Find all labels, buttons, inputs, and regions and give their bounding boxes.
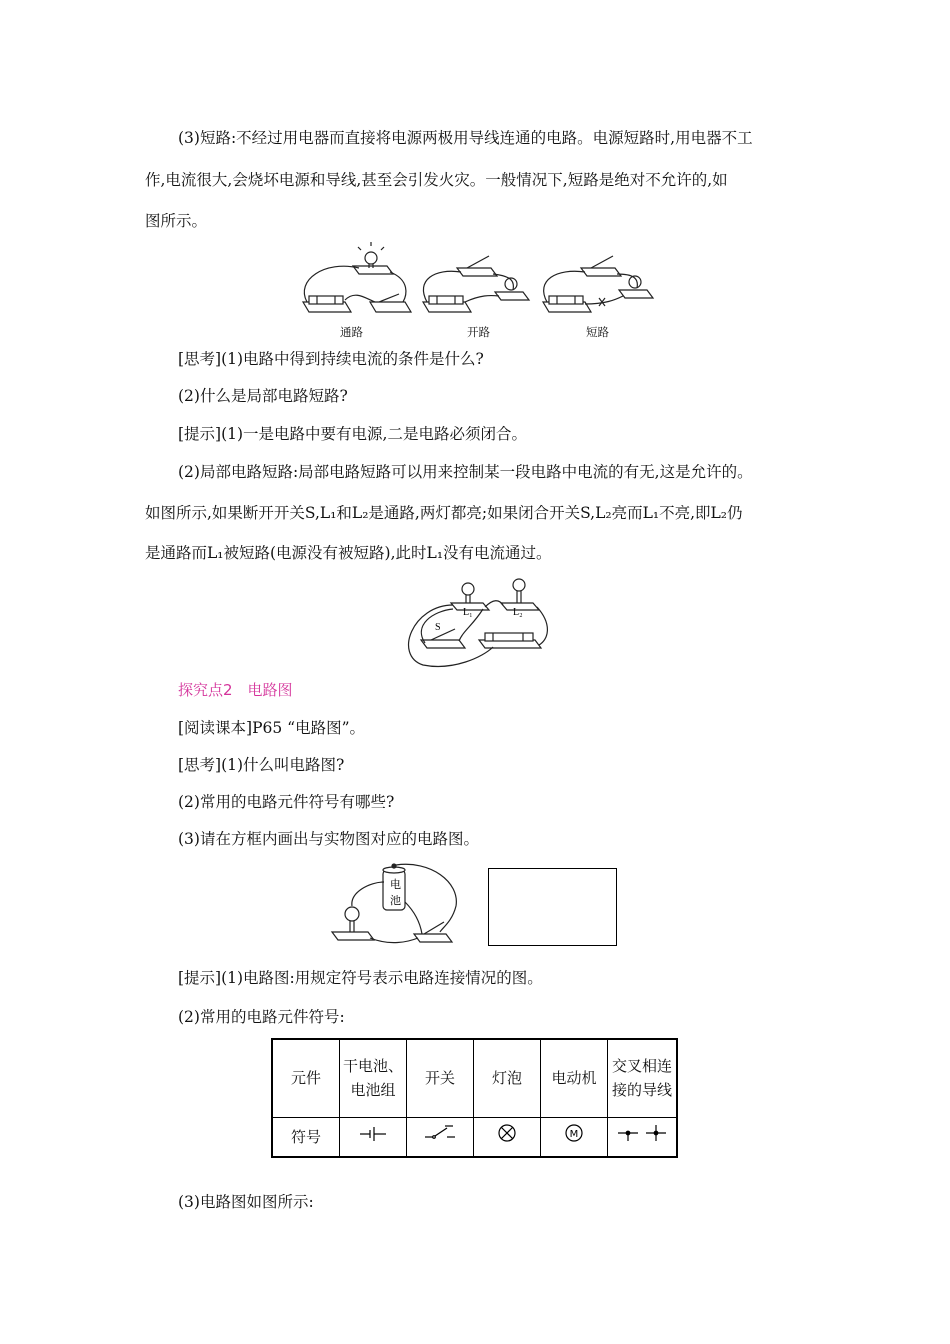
table-row-symbols (272, 1117, 677, 1157)
lamp-symbol-icon (497, 1123, 517, 1143)
open-circuit-diagram (423, 256, 529, 312)
label-s: S (435, 622, 441, 633)
hint-answer-2-line3: 是通路而L₁被短路(电源没有被短路),此时L₁没有电流通过。 (145, 544, 552, 562)
caption-short: 短路 (586, 325, 609, 339)
cell-motor: 电动机 (541, 1039, 608, 1117)
section2-question-3: (3)请在方框内画出与实物图对应的电路图。 (178, 830, 479, 848)
hint-answer-2-line1: (2)局部电路短路:局部电路短路可以用来控制某一段电路中电流的有无,这是允许的。 (178, 463, 753, 481)
figure-partial-short (403, 575, 553, 670)
think-question-1: [思考](1)电路中得到持续电流的条件是什么? (178, 350, 484, 368)
hint-answer-1: [提示](1)一是电路中要有电源,二是电路必须闭合。 (178, 425, 527, 443)
hint2-answer-1: [提示](1)电路图:用规定符号表示电路连接情况的图。 (178, 969, 543, 987)
battery-label-1: 电 (390, 878, 401, 891)
lamp-symbol-cell (474, 1117, 541, 1157)
caption-open: 开路 (467, 325, 490, 339)
cell-lamp: 灯泡 (474, 1039, 541, 1117)
paragraph-short-circuit-line3: 图所示。 (145, 212, 208, 230)
final-line: (3)电路图如图所示: (178, 1193, 314, 1211)
junction-symbol-cell (608, 1117, 678, 1157)
motor-symbol-icon (564, 1123, 584, 1143)
read-textbook: [阅读课本]P65 “电路图”。 (178, 719, 366, 737)
cell-junction: 交叉相连 接的导线 (608, 1039, 678, 1117)
junction-symbol-icon (616, 1124, 668, 1142)
symbol-table (271, 1038, 678, 1158)
battery-symbol-icon (358, 1126, 388, 1142)
think-question-2: (2)什么是局部电路短路? (178, 387, 348, 405)
figure-physical-circuit (330, 862, 460, 952)
svg-text:M: M (569, 1129, 579, 1141)
section2-question-2: (2)常用的电路元件符号有哪些? (178, 793, 395, 811)
hint-answer-2-line2: 如图所示,如果断开开关S,L₁和L₂是通路,两灯都亮;如果闭合开关S,L₂亮而L₁不亮,即L₂仍 (145, 504, 743, 522)
label-l2: L₂ (513, 607, 523, 618)
closed-circuit-diagram (303, 242, 411, 312)
table-row-components (272, 1039, 677, 1117)
drawing-box[interactable] (488, 868, 617, 946)
battery-label-2: 池 (390, 894, 401, 907)
section-heading: 探究点2 电路图 (178, 681, 293, 699)
row-header-component: 元件 (272, 1039, 340, 1117)
paragraph-short-circuit-line1: (3)短路:不经过用电器而直接将电源两极用导线连通的电路。电源短路时,用电器不工 (178, 129, 753, 147)
switch-symbol-cell (407, 1117, 474, 1157)
short-circuit-diagram (543, 256, 653, 312)
section2-question-1: [思考](1)什么叫电路图? (178, 756, 345, 774)
row-header-symbol: 符号 (272, 1117, 340, 1157)
cell-battery: 干电池、 电池组 (340, 1039, 407, 1117)
label-l1: L₁ (463, 607, 473, 618)
switch-symbol-icon (423, 1124, 457, 1142)
paragraph-short-circuit-line2: 作,电流很大,会烧坏电源和导线,甚至会引发火灾。一般情况下,短路是绝对不允许的,如 (145, 171, 728, 189)
motor-symbol-cell (541, 1117, 608, 1157)
cell-switch: 开关 (407, 1039, 474, 1117)
hint2-answer-2: (2)常用的电路元件符号: (178, 1008, 345, 1026)
caption-closed: 通路 (340, 325, 363, 339)
battery-symbol-cell (340, 1117, 407, 1157)
